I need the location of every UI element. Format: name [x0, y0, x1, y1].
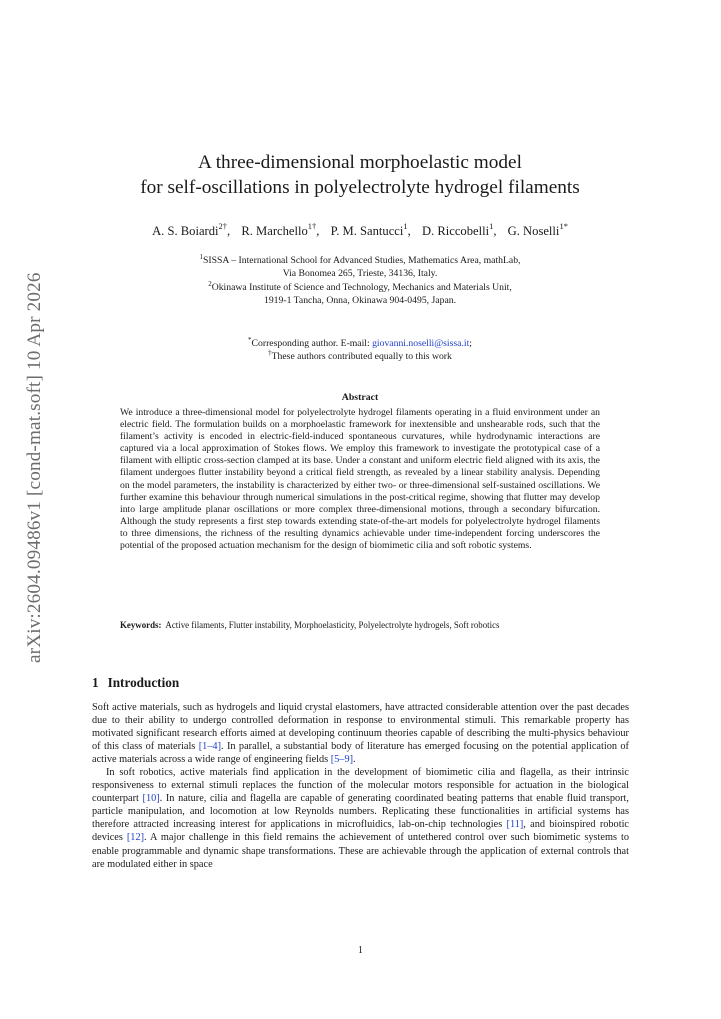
- paragraph-text: . In parallel, a substantial body of literature has emerged focusing on the potential application of active materials across a wide range of engineering fields: [92, 741, 629, 766]
- citation-link[interactable]: [10]: [142, 793, 160, 805]
- author-affiliation-mark: 2†: [218, 221, 228, 231]
- body-text: [92, 701, 629, 871]
- citation-link[interactable]: [1–4]: [198, 741, 222, 753]
- corresponding-suffix: ;: [469, 338, 472, 349]
- affiliation-text: SISSA – International School for Advanced Studies, Mathematics Area, mathLab,: [203, 255, 521, 266]
- paragraph: [92, 701, 629, 766]
- page-number: 1: [357, 945, 364, 956]
- corresponding-prefix: Corresponding author. E-mail:: [251, 338, 373, 349]
- paragraph-text: .: [353, 754, 356, 766]
- corresponding-mark: *: [248, 336, 252, 344]
- keywords-text: Active filaments, Flutter instability, Morphoelasticity, Polyelectrolyte hydrogels, Soft robotics: [165, 620, 500, 630]
- citation-link[interactable]: [12]: [126, 832, 145, 844]
- author-name: A. S. Boiardi: [152, 224, 219, 238]
- paragraph-text: , and bioinspired robotic devices: [92, 819, 629, 844]
- author: P. M. Santucci$^1$,: [330, 221, 411, 238]
- paragraph-text: In soft robotics, active materials find application in the development of biomimetic cilia and flagella, as their intrinsic responsiveness to external stimuli replaces the function of the molecular motors responsible for actuation in the biological counterpart: [92, 767, 629, 805]
- author-name: G. Noselli: [507, 224, 560, 238]
- keywords: [120, 620, 640, 630]
- keywords-label: Keywords:: [120, 620, 162, 630]
- affiliation-text: Okinawa Institute of Science and Technology, Mechanics and Materials Unit,: [211, 281, 512, 293]
- equal-contribution-text: These authors contributed equally to this work: [271, 351, 452, 362]
- paper-title: [80, 150, 640, 200]
- title-line-2: for self-oscillations in polyelectrolyte hydrogel filaments: [140, 177, 580, 198]
- arxiv-identifier-stamp: arXiv:2604.09486v1 [cond-mat.soft] 10 Apr 2026: [24, 272, 45, 664]
- abstract-heading: Abstract: [341, 392, 379, 403]
- affiliation-1-address: Via Bonomea 265, Trieste, 34136, Italy.: [282, 268, 438, 280]
- author: D. Riccobelli$^1$,: [421, 221, 497, 238]
- author-name: R. Marchello: [241, 224, 308, 238]
- author-affiliation-mark: 1†: [307, 221, 317, 231]
- affiliation-1: [90, 254, 630, 267]
- author: A. S. Boiardi$^{2\dagger}$,: [152, 221, 231, 238]
- paragraph-text: . A major challenge in this field remains the achievement of untethered control over such biomimetic systems to enable programmable and dynamic shape transformations. These are achievable through the application of external controls that are modulated either in space: [92, 832, 630, 870]
- abstract-text: We introduce a three-dimensional model for polyelectrolyte hydrogel filaments operating in a fluid environment under an electric field. The formulation builds on a morphoelastic framework for inextensible and unshearable rods, such that the filament’s activity is encoded in electric-field-induced spontaneous curvatures, while hydrodynamic interactions are captured via a local approximation of Stokes flows. We employ this framework to investigate the prototypical case of a filament with elliptic cross-section clamped at its base. Under a constant and uniform electric field aligned with its axis, the filament undergoes flutter instability beyond a critical field strength, as revealed by a linear stability analysis. Depending on the model parameters, the instability is characterized by either two- or three-dimensional self-sustained oscillations. We further examine this behaviour through numerical simulations in the post-critical regime, showing that flutter may develop into large amplitude planar oscillations or more complex three-dimensional motions, through a secondary bifurcation. Although the study represents a first step towards extending state-of-the-art models for polyelectrolyte hydrogel filaments to three dimensions, the richness of the resulting dynamics achievable under time-independent forcing underscores the potential of the proposed actuation mechanism for the design of biomimetic cilia and soft robotic systems.: [120, 407, 600, 552]
- author: [507, 221, 568, 239]
- paragraph-text: Soft active materials, such as hydrogels and liquid crystal elastomers, have attracted considerable attention over the past decades due to their ability to undergo controlled deformation in response to environmental stimuli. This remarkable property has motivated significant research efforts aimed at developing continuum theories capable of describing the multi-physics behaviour of this class of materials: [92, 702, 629, 753]
- paragraph: [92, 766, 629, 870]
- email-link[interactable]: giovanni.noselli@sissa.it: [372, 338, 470, 349]
- corresponding-author-line: [90, 337, 630, 350]
- author-name: P. M. Santucci: [330, 224, 404, 238]
- equal-contribution-line: [90, 350, 630, 363]
- author-list: [60, 221, 660, 239]
- citation-link[interactable]: [11]: [506, 819, 524, 831]
- affiliation-2: [90, 281, 630, 294]
- section-title: Introduction: [107, 675, 180, 690]
- author: R. Marchello$^{1\dagger}$,: [241, 221, 320, 238]
- affiliation-mark: 1: [199, 253, 203, 261]
- citation-link[interactable]: [5–9]: [330, 754, 354, 766]
- affiliations: [90, 254, 630, 307]
- paragraph-text: . In nature, cilia and flagella are capable of generating coordinated beating patterns that enable fluid transport, particle manipulation, and locomotion at low Reynolds numbers. Replicating these functionalities in artificial systems has therefore attracted increasing interest for applications in microfluidics, lab-on-chip technologies: [92, 793, 629, 831]
- author-name: D. Riccobelli: [421, 224, 490, 238]
- affiliation-mark: 2: [208, 279, 212, 288]
- section-number: 1: [92, 675, 99, 690]
- affiliation-2-address: 1919-1 Tancha, Onna, Okinawa 904-0495, Japan.: [263, 294, 457, 306]
- author-affiliation-mark: 1: [489, 221, 494, 231]
- correspondence-note: [90, 337, 630, 363]
- title-line-1: A three-dimensional morphoelastic model: [198, 152, 522, 173]
- author-affiliation-mark: 1: [403, 221, 408, 231]
- section-heading: [92, 675, 179, 691]
- dagger-mark: †: [268, 349, 272, 357]
- author-affiliation-mark: 1*: [559, 221, 568, 231]
